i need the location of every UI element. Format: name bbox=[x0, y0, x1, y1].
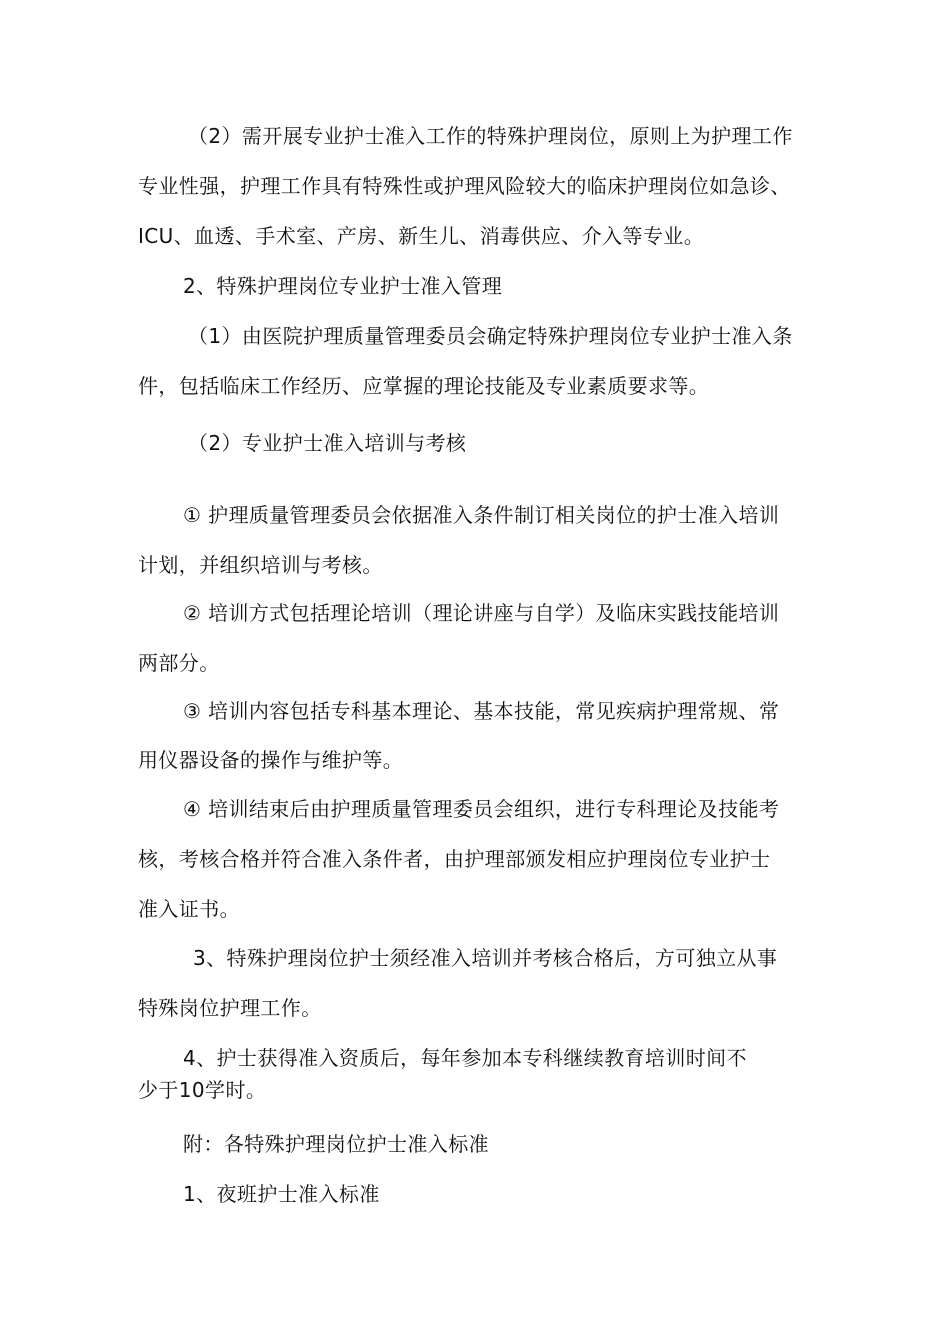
paragraph-line: （1）由医院护理质量管理委员会确定特殊护理岗位专业护士准入条 bbox=[188, 324, 793, 348]
subsection-heading: （2）专业护士准入培训与考核 bbox=[188, 431, 467, 455]
list-item-line: ① 护理质量管理委员会依据准入条件制订相关岗位的护士准入培训 bbox=[183, 503, 780, 527]
appendix-item-heading: 1、夜班护士准入标准 bbox=[183, 1182, 380, 1206]
paragraph-line: 3、特殊护理岗位护士须经准入培训并考核合格后，方可独立从事 bbox=[193, 946, 778, 970]
list-item-line: 计划，并组织培训与考核。 bbox=[138, 553, 383, 577]
paragraph-line: 特殊岗位护理工作。 bbox=[138, 996, 322, 1020]
paragraph-line: ICU、血透、手术室、产房、新生儿、消毒供应、介入等专业。 bbox=[138, 224, 705, 248]
appendix-heading: 附：各特殊护理岗位护士准入标准 bbox=[183, 1132, 489, 1156]
list-item-line: 两部分。 bbox=[138, 651, 220, 675]
list-item-line: ④ 培训结束后由护理质量管理委员会组织，进行专科理论及技能考 bbox=[183, 797, 780, 821]
list-item-line: 用仪器设备的操作与维护等。 bbox=[138, 748, 404, 772]
list-item-line: ③ 培训内容包括专科基本理论、基本技能，常见疾病护理常规、常 bbox=[183, 699, 780, 723]
list-item-line: 核，考核合格并符合准入条件者，由护理部颁发相应护理岗位专业护士 bbox=[138, 847, 771, 871]
list-item-line: 准入证书。 bbox=[138, 897, 240, 921]
list-item-line: ② 培训方式包括理论培训（理论讲座与自学）及临床实践技能培训 bbox=[183, 601, 780, 625]
paragraph-line: 件，包括临床工作经历、应掌握的理论技能及专业素质要求等。 bbox=[138, 374, 710, 398]
paragraph-line: （2）需开展专业护士准入工作的特殊护理岗位，原则上为护理工作 bbox=[188, 124, 793, 148]
section-heading: 2、特殊护理岗位专业护士准入管理 bbox=[183, 274, 503, 298]
paragraph-line: 少于10学时。 bbox=[138, 1078, 267, 1102]
paragraph-line: 4、护士获得准入资质后，每年参加本专科继续教育培训时间不 bbox=[183, 1046, 747, 1070]
paragraph-line: 专业性强，护理工作具有特殊性或护理风险较大的临床护理岗位如急诊、 bbox=[138, 174, 791, 198]
